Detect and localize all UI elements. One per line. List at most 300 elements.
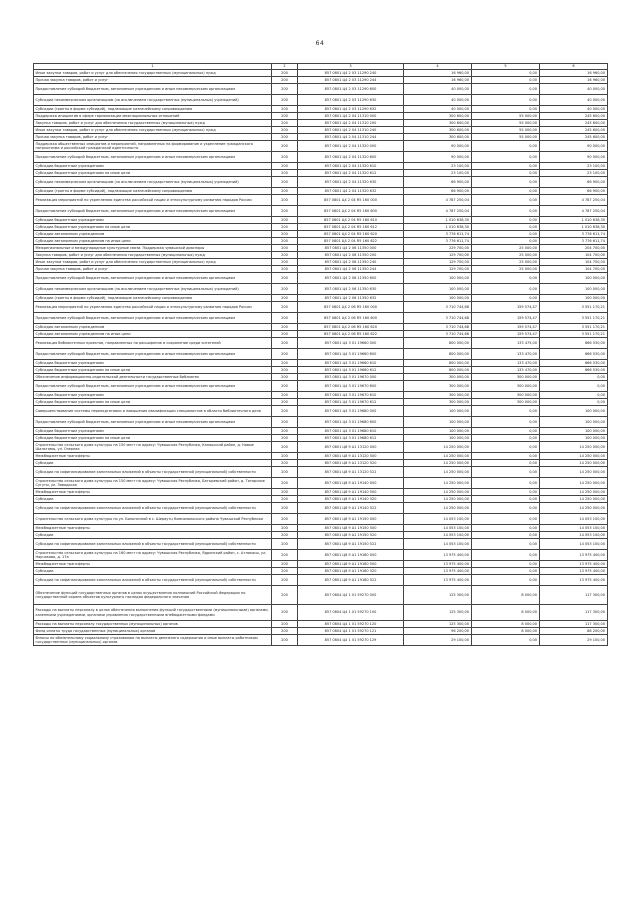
row-admin-code: 200 <box>272 374 298 381</box>
table-row <box>34 238 608 245</box>
row-amount-total: 3 551 170,21 <box>540 313 608 324</box>
row-admin-code: 200 <box>272 217 298 224</box>
row-amount-total: 90 000,00 <box>540 152 608 163</box>
row-amount-change: 300 000,00 <box>472 381 540 392</box>
row-classification-code: 857 0801 Ц4 2 04 R5 160 610 <box>298 217 404 224</box>
table-row <box>34 231 608 238</box>
row-name: Закупка товаров, работ и услуг для обеспечения государственных (муниципальных) нужд <box>34 252 272 259</box>
row-classification-code: 857 0801 Ц4 2 03 11290 632 <box>298 106 404 113</box>
row-admin-code: 200 <box>272 313 298 324</box>
row-admin-code: 200 <box>272 284 298 295</box>
row-classification-code: 857 0801 Ц4 2 04 11320 630 <box>298 177 404 188</box>
row-classification-code: 857 0804 Ц4 1 01 59270 120 <box>298 621 404 628</box>
row-admin-code: 200 <box>272 428 298 435</box>
table-row <box>34 478 608 489</box>
row-amount-total: 88 200,00 <box>540 628 608 635</box>
table-row <box>34 70 608 77</box>
row-name: Субсидии на софинансирование капитальных вложений в объекты государственной (муниципальной) собственности <box>34 467 272 478</box>
row-name: Строительство сельского дома культуры по ул. Бильничной в с. Шераутц Комсомольского района Чувашской Республики <box>34 514 272 525</box>
row-amount-total: 1 010 638,30 <box>540 224 608 231</box>
row-amount-change: 0,00 <box>472 550 540 561</box>
row-admin-code: 200 <box>272 496 298 503</box>
row-admin-code: 200 <box>272 106 298 113</box>
table-row <box>34 338 608 349</box>
table-row <box>34 489 608 496</box>
row-amount-change: 0,00 <box>472 217 540 224</box>
row-name: Субсидии <box>34 496 272 503</box>
row-classification-code: 857 0801 Ц4 2 04 R5 160 612 <box>298 224 404 231</box>
row-amount-total: 1 010 638,30 <box>540 217 608 224</box>
row-admin-code: 200 <box>272 95 298 106</box>
row-amount-total: 100 000,00 <box>540 435 608 442</box>
row-name: Субсидии некоммерческим организациям (за исключением государственных (муниципальных) учреждений) <box>34 95 272 106</box>
row-name: Субсидии <box>34 460 272 467</box>
row-admin-code: 200 <box>272 331 298 338</box>
row-amount-total: 14 250 000,00 <box>540 489 608 496</box>
row-amount-approved: 129 700,00 <box>404 252 472 259</box>
row-classification-code: 857 0801 Ц4 2 06 11350 200 <box>298 252 404 259</box>
row-amount-approved: 300 600,00 <box>404 127 472 134</box>
table-row <box>34 134 608 141</box>
row-amount-change: 133 470,00 <box>472 360 540 367</box>
row-amount-approved: 14 250 000,00 <box>404 453 472 460</box>
row-admin-code: 200 <box>272 460 298 467</box>
row-amount-approved: 14 250 000,00 <box>404 460 472 467</box>
row-name: Субсидии автономным учреждениям <box>34 324 272 331</box>
row-amount-change: 0,00 <box>472 532 540 539</box>
row-classification-code: 857 0801 Ц4 2 04 11310 000 <box>298 113 404 120</box>
row-amount-approved: 14 250 000,00 <box>404 442 472 453</box>
row-amount-change: 0,00 <box>472 152 540 163</box>
row-name: Прочая закупка товаров, работ и услуг <box>34 134 272 141</box>
row-amount-total: 245 600,00 <box>540 127 608 134</box>
row-admin-code: 200 <box>272 399 298 406</box>
row-admin-code: 200 <box>272 605 298 621</box>
row-amount-total: 0,00 <box>540 399 608 406</box>
row-amount-approved: 4 787 250,04 <box>404 195 472 206</box>
row-name: Расходы на выплаты персоналу в целях обеспечения выполнения функций государственными (муниципальными) органами, казенными учреждениями, органами управления государственными внебюджетными фондами <box>34 605 272 621</box>
table-row <box>34 273 608 284</box>
table-row <box>34 217 608 224</box>
row-amount-total: 13 975 400,00 <box>540 575 608 586</box>
row-name: Реализация мероприятий по укреплению единства российской нации и этнокультурному развитию народов России <box>34 302 272 313</box>
row-amount-approved: 14 250 000,00 <box>404 489 472 496</box>
row-name: Иные закупки товаров, работ и услуг для обеспечения государственных (муниципальных) нужд <box>34 259 272 266</box>
row-amount-approved: 3 710 744,68 <box>404 313 472 324</box>
row-name: Закупка товаров, работ и услуг для обеспечения государственных (муниципальных) нужд <box>34 120 272 127</box>
row-amount-total: 40 000,00 <box>540 106 608 113</box>
row-amount-change: 0,00 <box>472 70 540 77</box>
row-amount-change: 0,00 <box>472 453 540 460</box>
row-admin-code: 200 <box>272 113 298 120</box>
row-name: Прочая закупка товаров, работ и услуг <box>34 266 272 273</box>
row-admin-code: 200 <box>272 561 298 568</box>
row-amount-total: 3 551 170,21 <box>540 302 608 313</box>
row-amount-approved: 90 000,00 <box>404 152 472 163</box>
table-row <box>34 152 608 163</box>
row-classification-code: 857 0801 Ц8 9 А1 13120 522 <box>298 467 404 478</box>
row-amount-total: 14 250 000,00 <box>540 503 608 514</box>
row-classification-code: 857 0804 Ц4 1 01 59270 100 <box>298 605 404 621</box>
row-name: Межбюджетные трансферты <box>34 453 272 460</box>
row-admin-code: 200 <box>272 575 298 586</box>
row-classification-code: 857 0801 Ц4 2 06 R5 160 000 <box>298 302 404 313</box>
row-amount-approved: 100 000,00 <box>404 435 472 442</box>
row-amount-total: 100 000,00 <box>540 273 608 284</box>
row-classification-code: 857 0801 Ц4 3 01 19680 600 <box>298 417 404 428</box>
row-amount-total: 245 600,00 <box>540 113 608 120</box>
row-amount-approved: 300 600,00 <box>404 113 472 120</box>
row-admin-code: 200 <box>272 367 298 374</box>
row-classification-code: 857 0801 Ц4 3 01 19670 000 <box>298 374 404 381</box>
row-amount-total: 66 900,00 <box>540 188 608 195</box>
row-name: Реализация мероприятий по укреплению единства российской нации и этнокультурному развитию народов России <box>34 195 272 206</box>
table-row <box>34 224 608 231</box>
row-amount-total: 104 700,00 <box>540 266 608 273</box>
row-amount-change: 0,00 <box>472 435 540 442</box>
table-row <box>34 284 608 295</box>
row-amount-approved: 66 900,00 <box>404 188 472 195</box>
row-name: Обеспечение информационно-издательской деятельности государственных библиотек <box>34 374 272 381</box>
row-name: Предоставление субсидий бюджетным, автономным учреждениям и иным некоммерческим организациям <box>34 84 272 95</box>
row-admin-code: 200 <box>272 349 298 360</box>
row-classification-code: 857 0801 Ц4 2 04 R5 160 600 <box>298 206 404 217</box>
table-row <box>34 392 608 399</box>
row-admin-code: 200 <box>272 442 298 453</box>
row-admin-code: 200 <box>272 467 298 478</box>
row-admin-code: 200 <box>272 163 298 170</box>
row-admin-code: 200 <box>272 134 298 141</box>
row-name: Субсидии автономным учреждениям на иные цели <box>34 238 272 245</box>
row-amount-total: 3 551 170,21 <box>540 324 608 331</box>
table-row <box>34 453 608 460</box>
row-classification-code: 857 0801 Ц4 2 04 11320 632 <box>298 188 404 195</box>
col-header: 4 <box>404 64 472 70</box>
row-name: Субсидии бюджетным учреждениям <box>34 163 272 170</box>
row-classification-code: 857 0801 Ц4 2 04 R5 160 000 <box>298 195 404 206</box>
table-row <box>34 367 608 374</box>
row-admin-code: 200 <box>272 259 298 266</box>
table-row <box>34 163 608 170</box>
row-admin-code: 200 <box>272 206 298 217</box>
row-admin-code: 200 <box>272 302 298 313</box>
row-amount-total: 0,00 <box>540 392 608 399</box>
table-row <box>34 77 608 84</box>
row-amount-total: 13 975 400,00 <box>540 561 608 568</box>
row-amount-change: 0,00 <box>472 224 540 231</box>
row-classification-code: 857 0801 Ц4 3 01 19680 610 <box>298 428 404 435</box>
row-classification-code: 857 0801 Ц4 2 04 11310 240 <box>298 127 404 134</box>
row-amount-change: 0,00 <box>472 77 540 84</box>
row-amount-change: 0,00 <box>472 163 540 170</box>
col-header: 3 <box>298 64 404 70</box>
row-admin-code: 200 <box>272 188 298 195</box>
row-admin-code: 200 <box>272 338 298 349</box>
row-amount-change: 0,00 <box>472 206 540 217</box>
row-classification-code: 857 0801 Ц4 3 01 19670 600 <box>298 381 404 392</box>
budget-table <box>33 63 608 646</box>
row-classification-code: 857 0801 Ц4 3 01 19680 000 <box>298 406 404 417</box>
row-name: Субсидии (гранты в форме субсидий), подлежащие казначейскому сопровождению <box>34 188 272 195</box>
row-admin-code: 200 <box>272 514 298 525</box>
row-amount-change: 0,00 <box>472 539 540 550</box>
row-classification-code: 857 0801 Ц4 2 03 11290 244 <box>298 77 404 84</box>
table-row <box>34 324 608 331</box>
row-amount-approved: 13 975 400,00 <box>404 561 472 568</box>
row-classification-code: 857 0801 Ц4 3 01 19670 612 <box>298 399 404 406</box>
table-row <box>34 514 608 525</box>
table-row <box>34 399 608 406</box>
table-row <box>34 635 608 646</box>
row-admin-code: 200 <box>272 453 298 460</box>
table-row <box>34 141 608 152</box>
row-amount-approved: 800 000,00 <box>404 367 472 374</box>
row-amount-total: 14 250 000,00 <box>540 478 608 489</box>
row-classification-code: 857 0801 Ц4 2 04 R5 160 620 <box>298 231 404 238</box>
row-classification-code: 857 0801 Ц8 9 А1 19140 500 <box>298 489 404 496</box>
table-row <box>34 252 608 259</box>
row-classification-code: 857 0801 Ц8 9 А1 13120 000 <box>298 442 404 453</box>
row-name: Субсидии <box>34 568 272 575</box>
row-amount-total: 14 250 000,00 <box>540 496 608 503</box>
row-amount-total: 117 300,00 <box>540 586 608 605</box>
row-admin-code: 200 <box>272 568 298 575</box>
table-row <box>34 177 608 188</box>
row-amount-total: 40 000,00 <box>540 95 608 106</box>
table-row <box>34 206 608 217</box>
row-admin-code: 200 <box>272 532 298 539</box>
row-admin-code: 200 <box>272 586 298 605</box>
row-admin-code: 200 <box>272 435 298 442</box>
row-name: Субсидии бюджетным учреждениям <box>34 217 272 224</box>
row-name: Субсидии бюджетным учреждениям на иные цели <box>34 224 272 231</box>
row-classification-code: 857 0801 Ц8 9 А1 13120 520 <box>298 460 404 467</box>
table-row <box>34 532 608 539</box>
row-amount-approved: 14 053 100,00 <box>404 539 472 550</box>
row-classification-code: 857 0801 Ц4 3 01 19660 612 <box>298 367 404 374</box>
table-row <box>34 417 608 428</box>
table-row <box>34 349 608 360</box>
row-classification-code: 857 0801 Ц8 9 А1 19150 000 <box>298 514 404 525</box>
row-name: Субсидии на софинансирование капитальных вложений в объекты государственной (муниципальной) собственности <box>34 539 272 550</box>
row-amount-total: 90 000,00 <box>540 141 608 152</box>
row-classification-code: 857 0801 Ц4 2 04 11320 610 <box>298 163 404 170</box>
row-amount-total: 117 300,00 <box>540 621 608 628</box>
row-amount-approved: 800 000,00 <box>404 349 472 360</box>
row-admin-code: 200 <box>272 177 298 188</box>
row-amount-total: 3 776 611,74 <box>540 231 608 238</box>
row-amount-change: 0,00 <box>472 561 540 568</box>
row-classification-code: 857 0801 Ц8 9 А1 19180 520 <box>298 568 404 575</box>
row-classification-code: 857 0801 Ц8 9 А1 19140 520 <box>298 496 404 503</box>
row-admin-code: 200 <box>272 392 298 399</box>
row-classification-code: 857 0801 Ц4 3 01 19680 612 <box>298 435 404 442</box>
row-name: Субсидии бюджетным учреждениям <box>34 428 272 435</box>
row-amount-change: 159 574,47 <box>472 302 540 313</box>
table-row <box>34 313 608 324</box>
table-row <box>34 127 608 134</box>
row-name: Поддержка инициатив в сфере гармонизации межнациональных отношений <box>34 113 272 120</box>
row-name: Предоставление субсидий бюджетным, автономным учреждениям и иным некоммерческим организациям <box>34 206 272 217</box>
row-name: Межбюджетные трансферты <box>34 561 272 568</box>
row-amount-total: 666 530,00 <box>540 338 608 349</box>
table-row <box>34 550 608 561</box>
row-amount-change: 25 000,00 <box>472 252 540 259</box>
table-row <box>34 525 608 532</box>
row-amount-total: 100 000,00 <box>540 295 608 302</box>
row-classification-code: 857 0804 Ц4 1 01 59270 000 <box>298 586 404 605</box>
row-amount-approved: 100 000,00 <box>404 428 472 435</box>
table-row <box>34 374 608 381</box>
row-amount-approved: 90 000,00 <box>404 141 472 152</box>
row-classification-code: 857 0801 Ц4 3 01 19660 600 <box>298 349 404 360</box>
table-row <box>34 331 608 338</box>
table-row <box>34 245 608 252</box>
row-classification-code: 857 0801 Ц8 9 А1 19140 000 <box>298 478 404 489</box>
row-amount-change: 0,00 <box>472 231 540 238</box>
row-amount-approved: 3 710 744,68 <box>404 302 472 313</box>
row-amount-approved: 100 000,00 <box>404 295 472 302</box>
row-amount-approved: 13 975 400,00 <box>404 568 472 575</box>
row-admin-code: 200 <box>272 152 298 163</box>
row-amount-total: 14 053 100,00 <box>540 525 608 532</box>
row-amount-total: 14 250 000,00 <box>540 453 608 460</box>
row-amount-change: 0,00 <box>472 195 540 206</box>
row-admin-code: 200 <box>272 252 298 259</box>
row-classification-code: 857 0801 Ц4 2 04 11310 244 <box>298 134 404 141</box>
row-name: Поддержка общественных инициатив и мероприятий, направленных на формирование и укрепление гражданского патриотизма и российской гражданской идентичности <box>34 141 272 152</box>
row-amount-approved: 14 250 000,00 <box>404 503 472 514</box>
row-amount-approved: 4 787 250,04 <box>404 206 472 217</box>
row-amount-change: 300 000,00 <box>472 392 540 399</box>
row-amount-total: 245 600,00 <box>540 134 608 141</box>
row-name: Субсидии автономным учреждениям на иные цели <box>34 331 272 338</box>
row-classification-code: 857 0801 Ц8 9 А1 19180 522 <box>298 575 404 586</box>
row-amount-approved: 14 250 000,00 <box>404 496 472 503</box>
row-amount-approved: 300 000,00 <box>404 374 472 381</box>
row-amount-approved: 40 000,00 <box>404 106 472 113</box>
row-name: Предоставление субсидий бюджетным, автономным учреждениям и иным некоммерческим организациям <box>34 313 272 324</box>
row-name: Предоставление субсидий бюджетным, автономным учреждениям и иным некоммерческим организациям <box>34 273 272 284</box>
row-admin-code: 200 <box>272 478 298 489</box>
row-admin-code: 200 <box>272 77 298 84</box>
row-name: Предоставление субсидий бюджетным, автономным учреждениям и иным некоммерческим организациям <box>34 152 272 163</box>
row-amount-change: 25 000,00 <box>472 259 540 266</box>
col-header: 1 <box>34 64 272 70</box>
row-classification-code: 857 0801 Ц4 2 06 11350 000 <box>298 245 404 252</box>
row-amount-total: 204 700,00 <box>540 245 608 252</box>
row-amount-total: 14 250 000,00 <box>540 442 608 453</box>
row-amount-change: 0,00 <box>472 84 540 95</box>
row-amount-change: 55 000,00 <box>472 134 540 141</box>
row-admin-code: 200 <box>272 417 298 428</box>
row-classification-code: 857 0801 Ц4 2 06 11350 632 <box>298 295 404 302</box>
row-amount-total: 245 600,00 <box>540 120 608 127</box>
table-row <box>34 360 608 367</box>
row-amount-approved: 100 000,00 <box>404 406 472 417</box>
row-amount-change: 0,00 <box>472 170 540 177</box>
row-amount-change: 159 574,47 <box>472 324 540 331</box>
row-amount-approved: 40 000,00 <box>404 84 472 95</box>
table-row <box>34 628 608 635</box>
table-row <box>34 442 608 453</box>
row-amount-total: 13 975 400,00 <box>540 550 608 561</box>
row-name: Субсидии некоммерческим организациям (за исключением государственных (муниципальных) учреждений) <box>34 177 272 188</box>
row-amount-total: 23 100,00 <box>540 163 608 170</box>
row-classification-code: 857 0801 Ц8 9 А1 13120 500 <box>298 453 404 460</box>
row-admin-code: 200 <box>272 266 298 273</box>
table-row <box>34 95 608 106</box>
row-amount-change: 0,00 <box>472 188 540 195</box>
row-amount-total: 13 975 400,00 <box>540 568 608 575</box>
row-classification-code: 857 0801 Ц8 9 А1 19150 500 <box>298 525 404 532</box>
row-classification-code: 857 0801 Ц4 2 03 11290 630 <box>298 95 404 106</box>
page-number: 64 <box>315 40 325 47</box>
row-admin-code: 200 <box>272 406 298 417</box>
row-classification-code: 857 0801 Ц4 2 03 11290 240 <box>298 70 404 77</box>
row-amount-approved: 300 000,00 <box>404 381 472 392</box>
row-amount-approved: 100 000,00 <box>404 417 472 428</box>
table-row <box>34 496 608 503</box>
row-amount-total: 14 053 100,00 <box>540 532 608 539</box>
row-name: Субсидии (гранты в форме субсидий), подлежащие казначейскому сопровождению <box>34 295 272 302</box>
table-row <box>34 568 608 575</box>
row-admin-code: 200 <box>272 273 298 284</box>
row-amount-change: 133 470,00 <box>472 349 540 360</box>
table-row <box>34 467 608 478</box>
row-classification-code: 857 0801 Ц4 2 06 R5 160 620 <box>298 324 404 331</box>
row-amount-change: 0,00 <box>472 525 540 532</box>
row-amount-approved: 14 053 100,00 <box>404 525 472 532</box>
row-name: Предоставление субсидий бюджетным, автономным учреждениям и иным некоммерческим организациям <box>34 417 272 428</box>
row-name: Субсидии бюджетным учреждениям на иные цели <box>34 367 272 374</box>
row-classification-code: 857 0801 Ц4 2 06 11350 630 <box>298 284 404 295</box>
row-amount-total: 100 000,00 <box>540 417 608 428</box>
table-row <box>34 586 608 605</box>
row-amount-change: 0,00 <box>472 568 540 575</box>
row-amount-approved: 100 000,00 <box>404 273 472 284</box>
row-classification-code: 857 0804 Ц4 1 01 59270 129 <box>298 635 404 646</box>
row-admin-code: 200 <box>272 324 298 331</box>
row-admin-code: 200 <box>272 70 298 77</box>
row-name: Субсидии на софинансирование капитальных вложений в объекты государственной (муниципальной) собственности <box>34 503 272 514</box>
row-classification-code: 857 0801 Ц8 9 А1 19180 500 <box>298 561 404 568</box>
row-amount-total: 100 000,00 <box>540 406 608 417</box>
row-amount-change: 8 000,00 <box>472 605 540 621</box>
row-amount-change: 0,00 <box>472 406 540 417</box>
row-amount-change: 8 000,00 <box>472 586 540 605</box>
col-header: 2 <box>272 64 298 70</box>
row-amount-change: 0,00 <box>472 141 540 152</box>
table-row <box>34 561 608 568</box>
row-amount-change: 0,00 <box>472 273 540 284</box>
row-amount-approved: 14 250 000,00 <box>404 467 472 478</box>
row-name: Межрегиональные и международные культурные связи. Поддержка чувашской диаспоры <box>34 245 272 252</box>
row-amount-approved: 129 700,00 <box>404 266 472 273</box>
row-amount-change: 0,00 <box>472 460 540 467</box>
row-amount-change: 300 000,00 <box>472 374 540 381</box>
row-classification-code: 857 0801 Ц8 9 А1 19150 520 <box>298 532 404 539</box>
row-classification-code: 857 0804 Ц4 1 01 59270 121 <box>298 628 404 635</box>
row-amount-change: 0,00 <box>472 496 540 503</box>
row-admin-code: 200 <box>272 381 298 392</box>
table-row <box>34 106 608 113</box>
row-amount-change: 0,00 <box>472 284 540 295</box>
row-classification-code: 857 0801 Ц4 2 04 11320 000 <box>298 141 404 152</box>
table-row <box>34 428 608 435</box>
row-amount-total: 14 250 000,00 <box>540 467 608 478</box>
row-classification-code: 857 0801 Ц4 2 03 11290 600 <box>298 84 404 95</box>
